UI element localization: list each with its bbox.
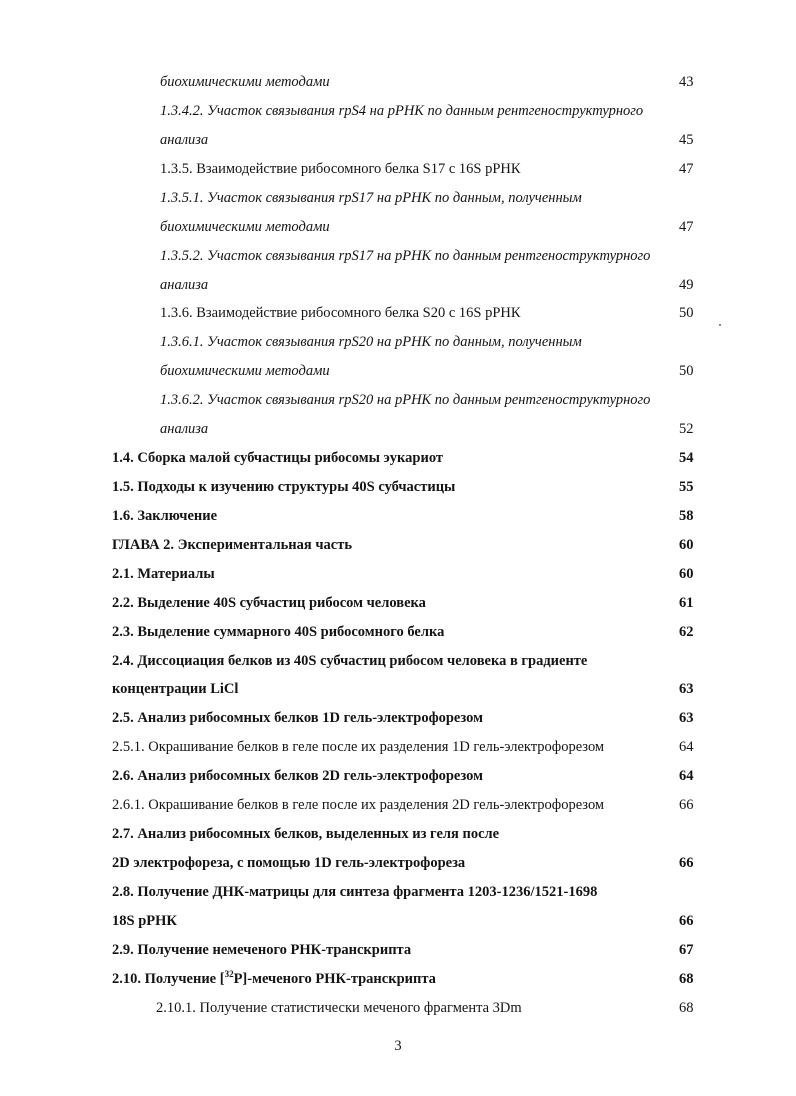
- toc-entry[interactable]: [0, 821, 796, 847]
- toc-entry[interactable]: [0, 966, 796, 992]
- toc-entry[interactable]: [0, 503, 796, 529]
- toc-entry-title: 2.2. Выделение 40S субчастиц рибосом человека: [112, 595, 426, 611]
- toc-entry-title: 1.3.6.2. Участок связывания rpS20 на рРНК по данным рентгеноструктурного: [160, 392, 651, 408]
- toc-entry-title: концентрации LiCl: [112, 681, 239, 697]
- toc-entry-page: 66: [679, 913, 694, 929]
- toc-entry-title: 1.4. Сборка малой субчастицы рибосомы эукариот: [112, 450, 444, 466]
- toc-entry-page: 55: [679, 479, 694, 495]
- toc-entry[interactable]: [0, 734, 796, 760]
- toc-entry-title: 2.3. Выделение суммарного 40S рибосомного белка: [112, 624, 445, 640]
- toc-entry[interactable]: [0, 937, 796, 963]
- toc-entry[interactable]: [0, 272, 796, 298]
- toc-entry[interactable]: [0, 416, 796, 442]
- toc-entry-page: 64: [679, 768, 694, 784]
- toc-entry-page: 54: [679, 450, 694, 466]
- toc-entry-title: 1.3.5.2. Участок связывания rpS17 на рРНК по данным рентгеноструктурного: [160, 248, 651, 264]
- toc-entry-page: 63: [679, 710, 694, 726]
- toc-entry-page: 45: [679, 132, 694, 148]
- toc-entry[interactable]: [0, 156, 796, 182]
- toc-entry-page: 66: [679, 855, 694, 871]
- toc-entry[interactable]: [0, 69, 796, 95]
- toc-entry[interactable]: [0, 995, 796, 1021]
- toc-entry-page: 62: [679, 624, 694, 640]
- toc-entry-page: 68: [679, 1000, 694, 1016]
- toc-entry-title: анализа: [160, 132, 209, 148]
- toc-entry-page: 64: [679, 739, 694, 755]
- toc-entry-title: 2.7. Анализ рибосомных белков, выделенных из геля после: [112, 826, 500, 842]
- toc-entry-page: 63: [679, 681, 694, 697]
- toc-entry-page: 43: [679, 74, 694, 90]
- toc-entry-title: 2.6. Анализ рибосомных белков 2D гель-электрофорезом: [112, 768, 483, 784]
- toc-entry[interactable]: [0, 214, 796, 240]
- toc-entry[interactable]: [0, 358, 796, 384]
- toc-entry-page: 50: [679, 305, 694, 321]
- toc-entry-page: 67: [679, 942, 694, 958]
- scan-speck: [719, 324, 721, 326]
- toc-entry[interactable]: [0, 329, 796, 355]
- toc-entry-title: анализа: [160, 421, 209, 437]
- toc-entry-title: 18S рРНК: [112, 913, 177, 929]
- toc-entry[interactable]: [0, 561, 796, 587]
- page-number: 3: [394, 1038, 402, 1054]
- toc-entry-title: биохимическими методами: [160, 74, 330, 90]
- toc-entry-title: биохимическими методами: [160, 219, 330, 235]
- toc-entry-page: 61: [679, 595, 694, 611]
- toc-entry-page: 50: [679, 363, 694, 379]
- toc-entry-title: 2.5. Анализ рибосомных белков 1D гель-электрофорезом: [112, 710, 483, 726]
- toc-entry-title: 2.10.1. Получение статистически меченого фрагмента 3Dm: [156, 1000, 522, 1016]
- toc-entry-page: 47: [679, 161, 694, 177]
- toc-title-part: P]-меченого РНК-транскрипта: [233, 971, 436, 987]
- toc-entry[interactable]: [0, 127, 796, 153]
- toc-entry-page: 49: [679, 277, 694, 293]
- toc-entry-title: 1.3.4.2. Участок связывания rpS4 на рРНК по данным рентгеноструктурного: [160, 103, 644, 119]
- toc-entry[interactable]: [0, 300, 796, 326]
- toc-entry-title: анализа: [160, 277, 209, 293]
- toc-entry[interactable]: [0, 445, 796, 471]
- isotope-mass-superscript: 32: [224, 969, 234, 980]
- toc-entry-page: 66: [679, 797, 694, 813]
- toc-entry-title: биохимическими методами: [160, 363, 330, 379]
- toc-entry[interactable]: [0, 908, 796, 934]
- toc-entry-title: 1.3.5.1. Участок связывания rpS17 на рРНК по данным, полученным: [160, 190, 582, 206]
- toc-entry-title: [112, 966, 436, 992]
- toc-entry[interactable]: [0, 185, 796, 211]
- toc-entry-title: 1.3.6.1. Участок связывания rpS20 на рРНК по данным, полученным: [160, 334, 582, 350]
- toc-entry-title: 2.8. Получение ДНК-матрицы для синтеза фрагмента 1203-1236/1521-1698: [112, 884, 598, 900]
- toc-entry[interactable]: [0, 850, 796, 876]
- toc-entry-page: 47: [679, 219, 694, 235]
- toc-entry[interactable]: [0, 705, 796, 731]
- toc-entry-page: 58: [679, 508, 694, 524]
- toc-entry[interactable]: [0, 532, 796, 558]
- toc-entry[interactable]: [0, 619, 796, 645]
- toc-entry[interactable]: [0, 648, 796, 674]
- toc-entry-title: 1.3.6. Взаимодействие рибосомного белка S20 с 16S рРНК: [160, 305, 521, 321]
- toc-entry-title: 2.9. Получение немеченого РНК-транскрипта: [112, 942, 412, 958]
- toc-entry-title: 2.4. Диссоциация белков из 40S субчастиц рибосом человека в градиенте: [112, 653, 588, 669]
- toc-entry-title: 2D электрофореза, с помощью 1D гель-электрофореза: [112, 855, 466, 871]
- toc-entry[interactable]: [0, 243, 796, 269]
- toc-entry[interactable]: [0, 763, 796, 789]
- toc-entry-title: 2.6.1. Окрашивание белков в геле после их разделения 2D гель-электрофорезом: [112, 797, 605, 813]
- toc-entry-title: 1.5. Подходы к изучению структуры 40S субчастицы: [112, 479, 456, 495]
- toc-entry[interactable]: [0, 474, 796, 500]
- toc-entry-title: 1.6. Заключение: [112, 508, 218, 524]
- toc-entry-page: 60: [679, 566, 694, 582]
- toc-entry[interactable]: [0, 387, 796, 413]
- toc-entry-title: 1.3.5. Взаимодействие рибосомного белка S17 с 16S рРНК: [160, 161, 521, 177]
- toc-entry-page: 52: [679, 421, 694, 437]
- toc-entry[interactable]: [0, 879, 796, 905]
- toc-entry[interactable]: [0, 98, 796, 124]
- toc-entry-page: 60: [679, 537, 694, 553]
- toc-entry-title: 2.5.1. Окрашивание белков в геле после их разделения 1D гель-электрофорезом: [112, 739, 605, 755]
- toc-entry-title: ГЛАВА 2. Экспериментальная часть: [112, 537, 353, 553]
- toc-entry-page: 68: [679, 971, 694, 987]
- toc-entry-title: 2.1. Материалы: [112, 566, 215, 582]
- toc-entry[interactable]: [0, 792, 796, 818]
- toc-title-part: 2.10. Получение [: [112, 971, 225, 987]
- toc-entry[interactable]: [0, 590, 796, 616]
- toc-entry[interactable]: [0, 676, 796, 702]
